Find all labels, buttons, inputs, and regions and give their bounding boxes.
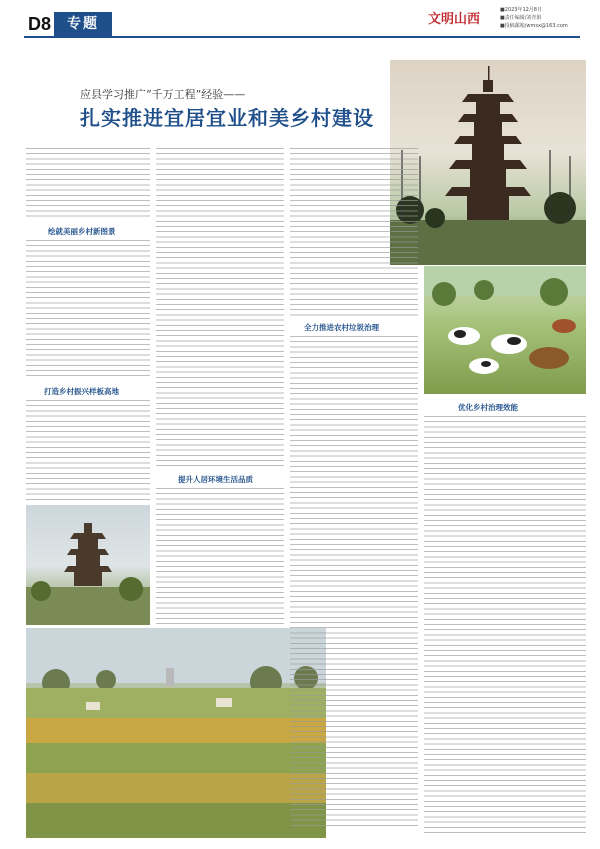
pagoda-photo <box>390 60 586 265</box>
pagoda-landscape-illustration <box>26 505 150 625</box>
issue-meta <box>500 6 568 30</box>
subhead: 全力推进农村垃圾治理 <box>304 323 379 332</box>
pagoda-landscape-photo <box>26 505 150 625</box>
article-headline: 扎实推进宜居宜业和美乡村建设 <box>80 106 374 130</box>
body-text <box>290 336 418 830</box>
rice-paddy-illustration <box>26 628 326 838</box>
subhead: 优化乡村治理效能 <box>458 403 518 412</box>
body-text <box>26 148 150 220</box>
issue-email: ■投稿邮箱/wmsx@163.com <box>500 23 568 29</box>
body-text <box>26 240 150 380</box>
body-text <box>424 416 586 836</box>
article-kicker: 应县学习推广“千万工程”经验—— <box>80 88 246 101</box>
body-text <box>156 148 284 466</box>
cattle-illustration <box>424 266 586 394</box>
masthead-logo: 文明山西 <box>428 12 481 27</box>
issue-date: ■2023年12月8日 <box>500 7 542 13</box>
page-header <box>0 0 600 40</box>
pagoda-illustration <box>390 60 586 265</box>
page-number: D8 <box>28 14 52 34</box>
body-text <box>156 488 284 626</box>
cattle-pasture-photo <box>424 266 586 394</box>
section-label: 专题 <box>54 12 112 36</box>
subhead: 打造乡村振兴样板高地 <box>44 387 119 396</box>
subhead: 提升人居环境生活品质 <box>178 475 253 484</box>
issue-editor: ■责任编辑/刘青娟 <box>500 15 542 21</box>
subhead: 绘就美丽乡村新图景 <box>48 227 116 236</box>
header-rule <box>24 36 580 38</box>
rice-paddy-photo <box>26 628 326 838</box>
text-column-3 <box>290 148 418 838</box>
body-text <box>26 400 150 500</box>
body-text <box>290 148 418 318</box>
text-column-4 <box>424 400 586 840</box>
text-column-2 <box>156 148 284 628</box>
